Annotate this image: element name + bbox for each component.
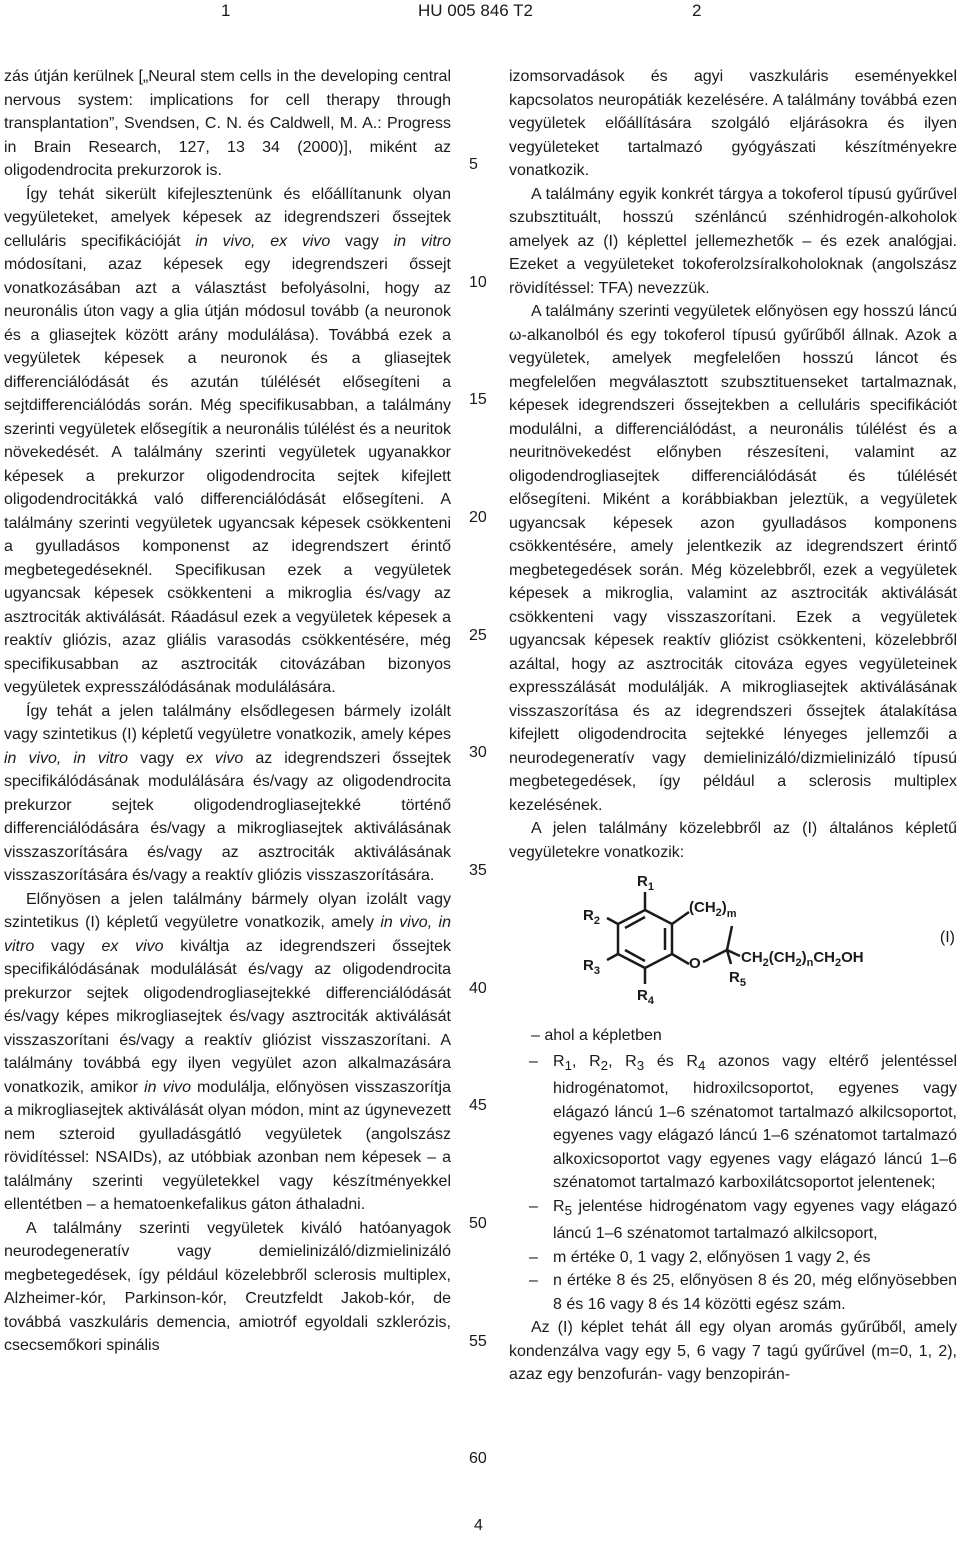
- italic-term: in vivo, in vitro: [4, 914, 451, 955]
- line-number: 30: [469, 744, 487, 761]
- label-r4: $R_4$: [637, 987, 654, 1007]
- right-paragraph-3: A találmány szerinti vegyületek előnyösen egy hosszú láncú ω-alkanolból és egy tokoferol típusú gyűrűből állnak. Azok a vegyületek, amelyek megfelelően hosszú láncot és megfelelően megválasztott szubsztituenseket tartalmaznak, képesek idegrendszeri őssejtekben a celluláris specifikációt modulálni, a differenciálódást, a neuronális túlélést és a neuritnövekedést előnyben részesíteni, valamint az oligodendrogliasejtek differenciálódását és túlélését elősegíteni. Miként a korábbiakban jeleztük, a vegyületek ugyancsak képesek azon gyulladásos komponens csökkentésére, amely jelentkezik az idegrendszert érintő megbetegedések során. Még közelebbről, ezek a vegyületek képesek a mikroglia, valamint az asztrociták aktiválását csökkenteni vagy visszaszorítani. Ezek a vegyületek ugyancsak képesek reaktív gliózist csökkenteni, közelebbről azáltal, hogy az asztrociták citováza egyes vegyületeinek expresszálását modulálják. A mikrogliasejtek aktiválásának visszaszorítása és az idegrendszeri őssejtek átalakítása kifejlett oligodendrocita sejtekké lényeges jellemzői a neurodegeneratív vagy demielinizáló/dizmielinizáló típusú megbetegedések, így például a sclerosis multiplex kezelésének.: [509, 303, 957, 814]
- left-paragraph-2: [4, 183, 451, 700]
- left-paragraph-1: zás útján kerülnek [„Neural stem cells in the developing central nervous system: implications for cell therapy through transplantation”, Svendsen, C. N. és Caldwell, M. A.: Progress in Brain Research, 127, 13 34 (2000)], miként az oligodendrocita prekurzorok is.: [4, 68, 451, 179]
- chemical-formula: [509, 864, 957, 1024]
- italic-term: in vivo: [144, 1078, 192, 1096]
- label-r3: $R_3$: [583, 957, 600, 977]
- text-run: n értéke 8 és 25, előnyösen 8 és 20, még előnyösebben 8 és 16 vagy 8 és 14 közötti egész szám.: [553, 1272, 957, 1313]
- bond-r2: [607, 918, 618, 924]
- label-r2: $R_2$: [583, 907, 600, 927]
- line-number: 25: [469, 627, 487, 644]
- subscript: 1: [564, 1057, 572, 1073]
- text-run: jelentése hidrogénatom vagy egyenes vagy elágazó láncú 1–6 szénatomot tartalmazó alkilcsoport,: [553, 1197, 957, 1243]
- line-number: 20: [469, 509, 487, 526]
- right-paragraph-5: Az (I) képlet tehát áll egy olyan aromás gyűrűből, amely kondenzálva vagy egy 5, 6 vagy 7 tagú gyűrűvel (m=0, 1, 2), azaz egy benzofurán- vagy benzopirán-: [509, 1319, 957, 1384]
- definition-item: [509, 1195, 957, 1246]
- italic-term: ex vivo: [185, 749, 244, 767]
- line-number: 15: [469, 391, 487, 408]
- left-paragraph-4: [4, 888, 451, 1217]
- line-number: 10: [469, 274, 487, 291]
- list-dash: –: [529, 1248, 538, 1266]
- document-id: HU 005 846 T2: [418, 1, 533, 20]
- ring-bond: [703, 950, 727, 962]
- list-dash: –: [529, 1272, 538, 1290]
- page-number-right: 2: [692, 1, 702, 20]
- text-run: módosítani, azaz képesek egy idegrendszeri őssejt vonatkozásában azt a választást befolyásolni, hogy az neuronális úton vagy a glia útján módosul tovább (a neuronok és a gliasejtek között arány modulálása). Továbbá ezek a vegyületek képesek a neuronok és a gliasejtek differenciálódását és azután túlélését elősegíteni a sejtdifferenciálódás során. Még specifikusabban, a találmány szerinti vegyületek elősegítik a neuronális túlélést és a neuritok növekedését. A találmány szerinti vegyületek ugyanakkor képesek a prekurzor oligodendrocita sejtek kifejlett oligodendrocitákká való differenciálódását elősegíteni. A találmány szerinti vegyületek ugyancsak képesek csökkenteni a gyulladásos komponenst az idegrendszert érintő megbetegedéseknél. Specifikusan ezek a vegyületek ugyancsak képesek csökkenteni a mikroglia és/vagy az asztrociták aktiválását. Ráadásul ezek a vegyületek képesek a reaktív gliózis, azaz gliális varasodás csökkentésére, még specifikusabban az asztrociták citovázában bizonyos vegyületek expresszálódásának modulálására.: [4, 256, 451, 696]
- left-paragraph-5: A találmány szerinti vegyületek kiváló hatóanyagok neurodegeneratív vagy demielinizáló/dizmielinizáló megbetegedések, így például közelebbről sclerosis multiplex, Alzheimer-kór, Parkinson-kór, Creutzfeldt Jakob-kór, de továbbá vaszkuláris demencia, amiotróf egyoldali szklerózis, csecsemőkori spinális: [4, 1219, 451, 1354]
- ring-bond: [672, 954, 689, 964]
- bond-r3: [607, 954, 618, 960]
- line-number: 55: [469, 1333, 487, 1350]
- italic-term: ex vivo: [101, 937, 164, 955]
- text-run: modulálja, előnyösen visszaszorítja a mikrogliasejtek aktiválását olyan módon, mint az úgynevezett nem szteroid gyulladásgátló vegyületek (angolszász rövidítéssel: NSAIDs), az utóbbiak azonban nem képesek – a találmány szerinti vegyületekkel vagy készítményekkel ellentétben – a hematoenkefalikus gáton áthaladni.: [4, 1078, 451, 1213]
- italic-term: in vivo, ex vivo: [195, 232, 331, 250]
- line-number: 40: [469, 980, 487, 997]
- text-run: azonos vagy eltérő jelentéssel hidrogénatomot, hidroxilcsoportot, egyenes vagy elágazó láncú 1–6 szénatomot tartalmazó alkilcsoportot, egyenes vagy elágazó láncú 1–6 szénatomot tartalmazó alkoxicsoportot vagy egyenes vagy elágazó láncú 1–6 szénatomot tartalmazó karboxilátcsoportot jelentenek;: [553, 1052, 958, 1192]
- left-paragraph-3: [4, 700, 451, 888]
- right-paragraph-1: izomsorvadások és agyi vaszkuláris eseményekkel kapcsolatos neuropátiák kezelésére. A találmány továbbá ezen vegyületek előállítására szolgáló eljárásokra és ilyen vegyületeket tartalmazó gyógyászati készítményekre vonatkozik.: [509, 68, 957, 179]
- line-number: 50: [469, 1215, 487, 1232]
- subscript: 5: [564, 1202, 572, 1218]
- label-oxygen: O: [689, 955, 701, 972]
- subscript: 3: [636, 1057, 645, 1073]
- text-run: , R: [608, 1052, 637, 1070]
- list-dash: –: [529, 1197, 538, 1215]
- definition-intro: – ahol a képletben: [531, 1027, 662, 1044]
- subscript: 4: [697, 1057, 706, 1073]
- text-run: R: [553, 1197, 565, 1215]
- ring-bond: [672, 912, 689, 924]
- text-run: m értéke 0, 1 vagy 2, előnyösen 1 vagy 2, és: [553, 1248, 871, 1266]
- page-number-left: 1: [221, 1, 231, 20]
- right-paragraph-2: A találmány egyik konkrét tárgya a tokoferol típusú gyűrűvel szubsztituált, hosszú szénláncú szénhidrogén-alkoholok amelyek az (I) képlettel jellemezhetők – és ezek analógjai. Ezeket a vegyületeket tokoferolzsíralkoholoknak (angolszász rövidítéssel: TFA) nevezzük.: [509, 185, 957, 297]
- text-run: Előnyösen a jelen találmány bármely olyan izolált vagy szintetikus (I) képletű vegyületre vonatkozik, amely: [4, 890, 451, 931]
- label-ch2m: $(CH_2)_m$: [689, 899, 737, 920]
- line-number: 45: [469, 1097, 487, 1114]
- definition-item: [509, 1269, 957, 1316]
- label-chain: $CH_2(CH_2)_nCH_2OH$: [741, 949, 864, 969]
- text-run: vagy: [34, 937, 102, 955]
- right-column: [509, 65, 957, 1387]
- formula-label: (I): [939, 929, 955, 946]
- text-run: Így tehát sikerült kifejlesztenünk és előállítanunk olyan vegyületeket, amelyek képesek az idegrendszeri őssejtek celluláris specifikációját: [4, 185, 451, 250]
- line-number: 35: [469, 862, 487, 879]
- text-run: és R: [644, 1052, 698, 1070]
- ring-bond: [727, 926, 732, 950]
- text-run: R: [553, 1052, 565, 1070]
- italic-term: in vivo, in vitro: [4, 749, 129, 767]
- italic-term: in vitro: [393, 232, 452, 250]
- definition-item: [509, 1050, 957, 1195]
- right-paragraph-4: A jelen találmány közelebbről az (I) általános képletű vegyületekre vonatkozik:: [509, 820, 957, 861]
- footer-page-number: 4: [474, 1517, 483, 1534]
- text-run: vagy: [330, 232, 394, 250]
- definition-list: [509, 1050, 957, 1317]
- text-run: , R: [571, 1052, 601, 1070]
- list-dash: –: [529, 1052, 538, 1070]
- text-run: Így tehát a jelen találmány elsődlegesen bármely izolált vagy szintetikus (I) képletű vegyületre vonatkozik, amely képes: [4, 702, 451, 743]
- label-r5: $R_5$: [729, 969, 746, 989]
- text-run: kiváltja az idegrendszeri őssejtek specifikálódásának modulálását és/vagy az oligodendrocita prekurzor sejtek oligodendrogliasejtekké differenciálódását és/vagy képes mikrogliasejtek és/vagy asztrociták aktiválását visszaszorítani és/vagy a reaktív gliózist visszaszorítani. A találmány továbbá egy ilyen vegyület azon alkalmazására vonatkozik, amikor: [4, 937, 452, 1096]
- text-run: az idegrendszeri őssejtek specifikálódásának modulálására és/vagy az oligodendrocita prekurzor sejtek oligodendrogliasejtekké történő differenciálódására és/vagy a mikrogliasejtek aktiválásának visszaszorítására és/vagy az asztrociták aktiválásának visszaszorítására és/vagy a reaktív gliózis visszaszorítására.: [4, 749, 452, 884]
- line-number: 60: [469, 1450, 487, 1467]
- line-number: 5: [469, 156, 478, 173]
- text-run: vagy: [128, 749, 186, 767]
- label-r1: $R_1$: [637, 873, 654, 893]
- subscript: 2: [600, 1057, 609, 1073]
- definition-item: [509, 1246, 957, 1270]
- left-column: [4, 65, 451, 1358]
- formula-structure: [577, 868, 907, 1018]
